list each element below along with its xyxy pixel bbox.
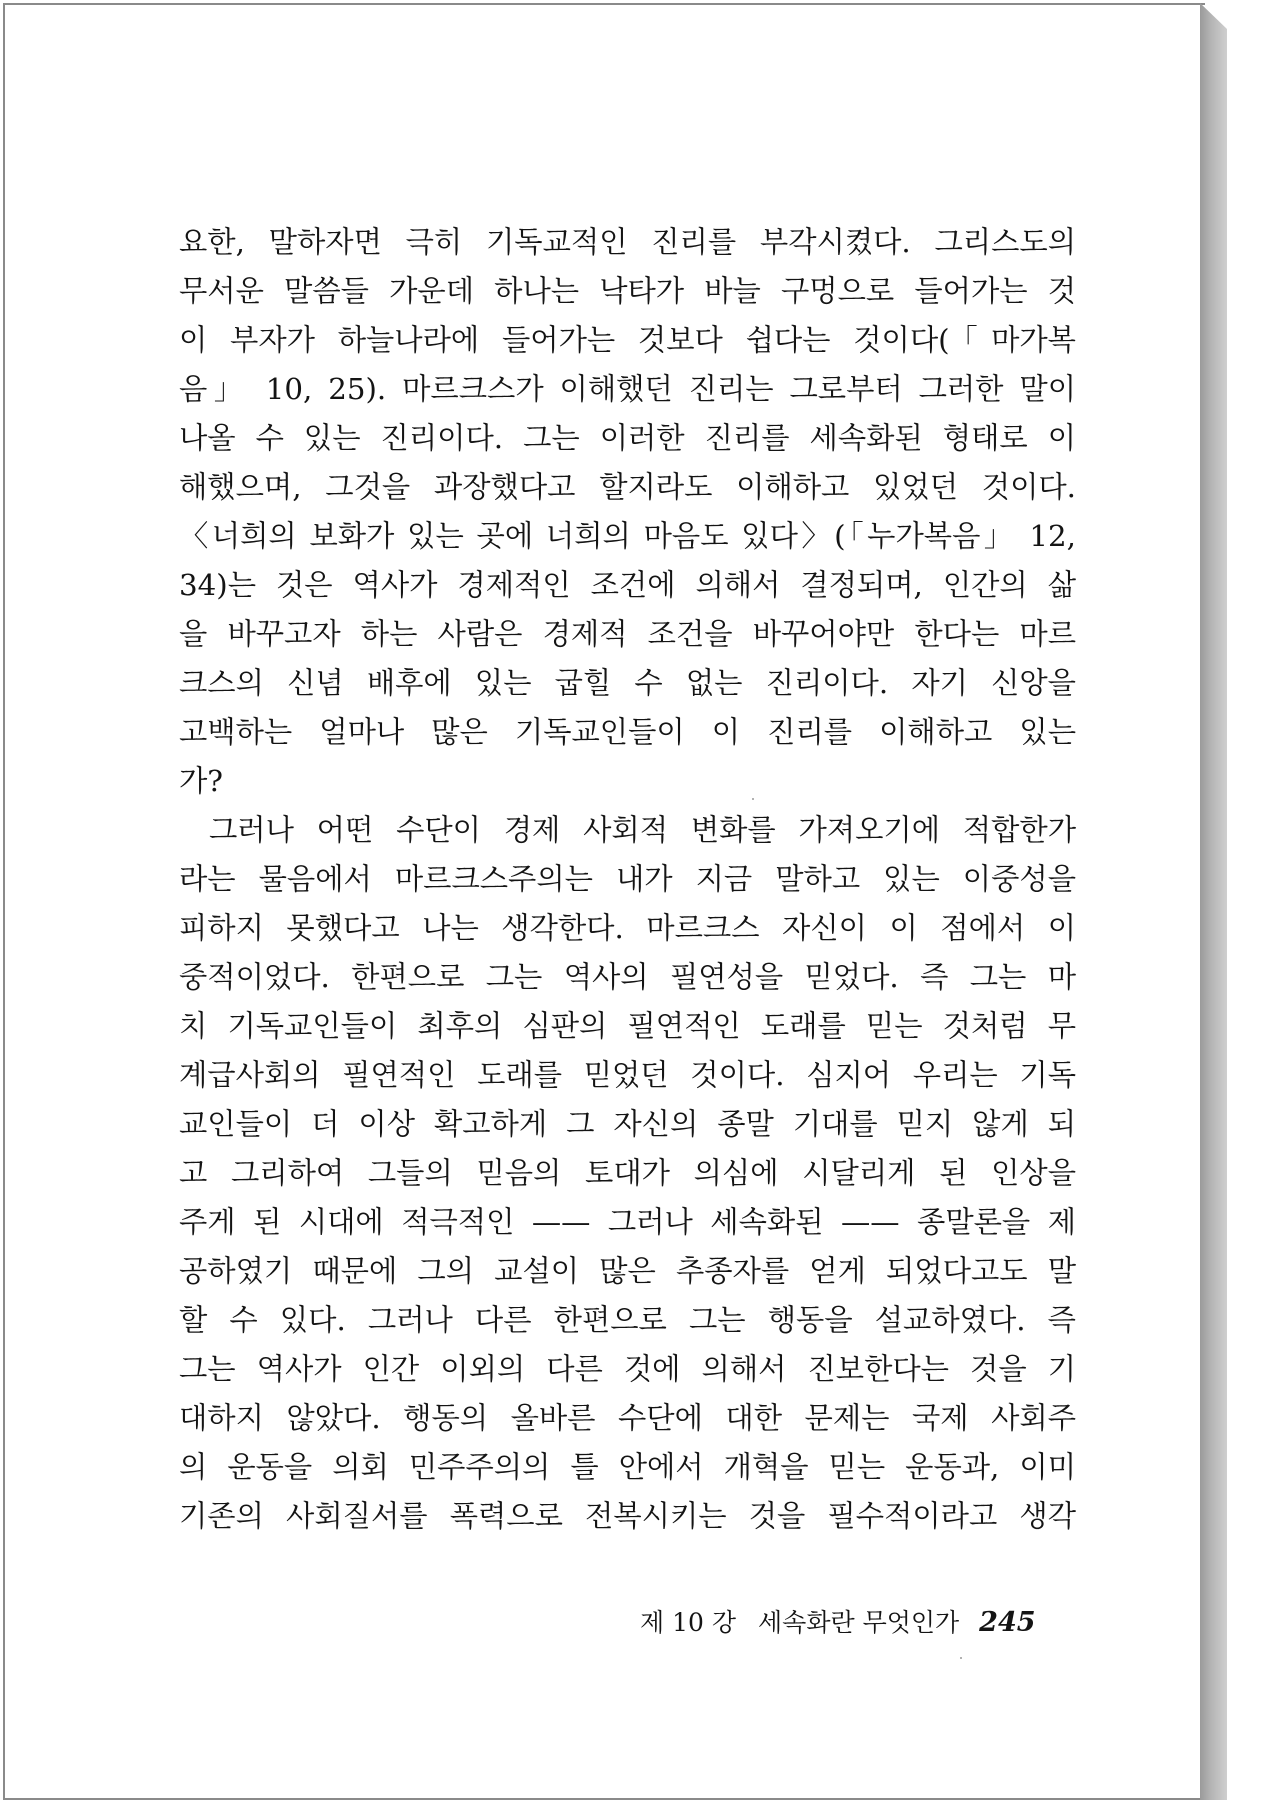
text-line: 가? (179, 764, 224, 798)
text-line: 할 수 있다. 그러나 다른 한편으로 그는 행동을 설교하였다. 즉 (179, 1303, 1076, 1337)
text-line: 나올 수 있는 진리이다. 그는 이러한 진리를 세속화된 형태로 이 (179, 421, 1076, 455)
text-line: 계급사회의 필연적인 도래를 믿었던 것이다. 심지어 우리는 기독 (179, 1058, 1076, 1092)
text-line: 중적이었다. 한편으로 그는 역사의 필연성을 믿었다. 즉 그는 마 (179, 960, 1076, 994)
text-line: 34)는 것은 역사가 경제적인 조건에 의해서 결정되며, 인간의 삶 (179, 568, 1076, 602)
page-edge-shadow (1200, 3, 1227, 1800)
text-line: 기존의 사회질서를 폭력으로 전복시키는 것을 필수적이라고 생각 (179, 1499, 1076, 1533)
text-line: 음」 10, 25). 마르크스가 이해했던 진리는 그로부터 그러한 말이 (179, 372, 1076, 406)
chapter-title: 세속화란 무엇인가 (758, 1608, 960, 1637)
text-line: 공하였기 때문에 그의 교설이 많은 추종자를 얻게 되었다고도 말 (179, 1254, 1076, 1288)
text-line: 교인들이 더 이상 확고하게 그 자신의 종말 기대를 믿지 않게 되 (179, 1107, 1076, 1141)
chapter-number: 제 10 강 (640, 1608, 737, 1637)
text-line: 피하지 못했다고 나는 생각한다. 마르크스 자신이 이 점에서 이 (179, 911, 1076, 945)
text-line: 고백하는 얼마나 많은 기독교인들이 이 진리를 이해하고 있는 (179, 715, 1076, 749)
page-footer (640, 1603, 1055, 1643)
text-line: 해했으며, 그것을 과장했다고 할지라도 이해하고 있었던 것이다. (179, 470, 1076, 504)
text-line: 〈너희의 보화가 있는 곳에 너희의 마음도 있다〉(「누가복음」 12, (179, 519, 1076, 553)
text-line: 크스의 신념 배후에 있는 굽힐 수 없는 진리이다. 자기 신앙을 (179, 666, 1076, 700)
text-line: 주게 된 시대에 적극적인 —— 그러나 세속화된 —— 종말론을 제 (179, 1205, 1076, 1239)
text-line: 치 기독교인들이 최후의 심판의 필연적인 도래를 믿는 것처럼 무 (179, 1009, 1076, 1043)
text-line: 이 부자가 하늘나라에 들어가는 것보다 쉽다는 것이다(「마가복 (179, 323, 1076, 357)
text-line: 의 운동을 의회 민주주의의 틀 안에서 개혁을 믿는 운동과, 이미 (179, 1450, 1076, 1484)
text-line: 요한, 말하자면 극히 기독교적인 진리를 부각시켰다. 그리스도의 (179, 225, 1076, 259)
scan-speck (960, 1657, 962, 1659)
text-line: 을 바꾸고자 하는 사람은 경제적 조건을 바꾸어야만 한다는 마르 (179, 617, 1076, 651)
text-line: 그는 역사가 인간 이외의 다른 것에 의해서 진보한다는 것을 기 (179, 1352, 1076, 1386)
page-number: 245 (979, 1607, 1036, 1638)
text-line: 대하지 않았다. 행동의 올바른 수단에 대한 문제는 국제 사회주 (179, 1401, 1076, 1435)
scan-speck (752, 798, 754, 800)
text-line: 라는 물음에서 마르크스주의는 내가 지금 말하고 있는 이중성을 (179, 862, 1076, 896)
text-line: 무서운 말씀들 가운데 하나는 낙타가 바늘 구멍으로 들어가는 것 (179, 274, 1076, 308)
body-text (179, 218, 1076, 1541)
text-line: 고 그리하여 그들의 믿음의 토대가 의심에 시달리게 된 인상을 (179, 1156, 1076, 1190)
text-line: 그러나 어떤 수단이 경제 사회적 변화를 가져오기에 적합한가 (209, 813, 1076, 847)
